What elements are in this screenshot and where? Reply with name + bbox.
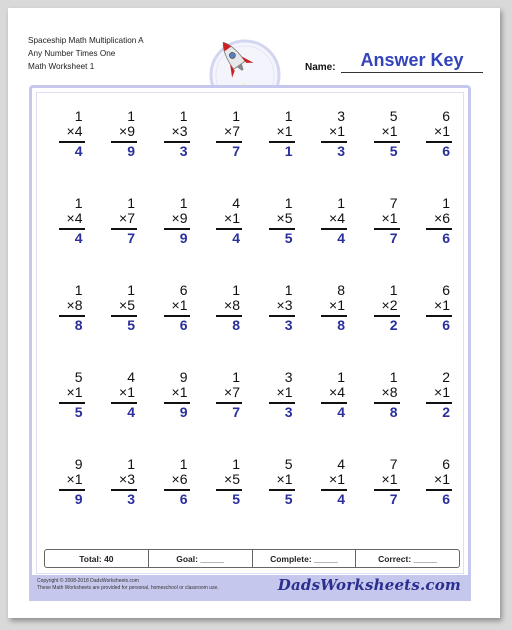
complete-cell: Complete: _____ [253,550,357,567]
problem-top-number: 6 [442,456,450,472]
problem-answer: 7 [389,491,398,507]
problem-top-number: 1 [127,282,135,298]
problem-row [40,195,460,282]
problem-answer: 6 [442,143,450,159]
problem-top-number: 1 [232,282,240,298]
multiplication-problem [250,282,303,369]
multiplication-problem [303,282,356,369]
problem-top-number: 1 [337,369,345,385]
problem-multiplier: ×1 [119,384,135,400]
problem-answer: 9 [179,230,188,246]
problem-top-number: 5 [74,369,83,385]
problem-multiplier: ×1 [224,210,240,226]
problem-multiplier: ×1 [434,123,450,139]
problem-answer: 5 [74,404,83,420]
problem-multiplier: ×1 [329,297,345,313]
problem-answer: 3 [127,491,135,507]
problem-answer: 9 [74,491,83,507]
problem-multiplier: ×1 [434,384,450,400]
multiplication-problem [93,282,146,369]
usage-line: These Math Worksheets are provided for personal, homeschool or classroom use. [37,585,219,591]
worksheet-title: Spaceship Math Multiplication A [28,36,144,45]
problem-top-number: 1 [179,195,188,211]
problem-multiplier: ×4 [66,210,83,226]
multiplication-problem [355,282,408,369]
problem-answer: 8 [74,317,83,333]
copyright-line: Copyright © 2008-2018 DadsWorksheets.com [37,578,139,584]
worksheet-header [28,34,144,73]
multiplication-problem [198,456,251,543]
problem-top-number: 1 [232,456,240,472]
problem-answer: 6 [179,317,188,333]
problem-top-number: 1 [74,108,83,124]
problem-multiplier: ×1 [381,210,398,226]
problem-multiplier: ×7 [119,210,135,226]
problem-multiplier: ×7 [224,123,240,139]
multiplication-problem [145,282,198,369]
problem-top-number: 1 [74,195,83,211]
problem-top-number: 1 [337,195,345,211]
problem-answer: 6 [179,491,188,507]
problem-answer: 5 [284,491,293,507]
multiplication-problem [408,456,461,543]
problem-answer: 4 [232,230,240,246]
problem-row [40,369,460,456]
problem-multiplier: ×5 [276,210,293,226]
problem-answer: 5 [232,491,240,507]
problem-answer: 8 [337,317,345,333]
multiplication-problem [250,108,303,195]
problem-top-number: 4 [337,456,345,472]
problem-top-number: 7 [389,456,398,472]
multiplication-problem [355,456,408,543]
multiplication-problem [145,108,198,195]
problem-top-number: 6 [442,282,450,298]
footer-strip [29,575,471,601]
multiplication-problem [40,456,93,543]
problem-top-number: 6 [442,108,450,124]
problem-top-number: 1 [284,195,293,211]
problem-answer: 6 [442,230,450,246]
problem-top-number: 3 [284,369,293,385]
problem-multiplier: ×1 [276,471,293,487]
problem-multiplier: ×9 [119,123,135,139]
problem-answer: 7 [232,404,240,420]
problem-top-number: 9 [179,369,188,385]
problem-top-number: 5 [284,456,293,472]
problem-top-number: 4 [232,195,240,211]
multiplication-problem [145,456,198,543]
problem-top-number: 1 [389,282,398,298]
goal-cell: Goal: _____ [149,550,253,567]
problem-top-number: 2 [442,369,450,385]
problem-answer: 5 [389,143,398,159]
problem-top-number: 1 [284,282,293,298]
problem-answer: 3 [284,404,293,420]
multiplication-problem [250,195,303,282]
problems-grid [40,108,460,543]
name-field [305,50,485,74]
problem-answer: 4 [337,230,345,246]
problem-top-number: 9 [74,456,83,472]
problem-multiplier: ×4 [329,384,345,400]
multiplication-problem [250,369,303,456]
problem-top-number: 5 [389,108,398,124]
multiplication-problem [93,195,146,282]
problem-multiplier: ×6 [171,471,188,487]
answer-key-title: Answer Key [341,50,483,73]
problem-top-number: 1 [127,456,135,472]
problem-multiplier: ×2 [381,297,398,313]
multiplication-problem [145,195,198,282]
problem-top-number: 1 [389,369,398,385]
multiplication-problem [40,282,93,369]
problem-multiplier: ×1 [171,297,188,313]
problem-answer: 4 [127,404,135,420]
problem-multiplier: ×1 [66,384,83,400]
problem-row [40,108,460,195]
multiplication-problem [355,108,408,195]
multiplication-problem [198,282,251,369]
problem-top-number: 8 [337,282,345,298]
problem-top-number: 1 [127,108,135,124]
problem-answer: 4 [74,230,83,246]
problem-answer: 5 [127,317,135,333]
multiplication-problem [40,369,93,456]
multiplication-problem [355,195,408,282]
multiplication-problem [303,195,356,282]
problem-multiplier: ×1 [329,471,345,487]
problem-multiplier: ×4 [66,123,83,139]
problem-multiplier: ×5 [119,297,135,313]
problem-multiplier: ×3 [276,297,293,313]
problem-multiplier: ×3 [119,471,135,487]
multiplication-problem [145,369,198,456]
problem-top-number: 1 [179,108,188,124]
problems-frame [29,85,471,581]
problem-multiplier: ×1 [434,297,450,313]
multiplication-problem [408,108,461,195]
problem-multiplier: ×6 [434,210,450,226]
problem-answer: 2 [389,317,398,333]
problem-answer: 7 [127,230,135,246]
problem-multiplier: ×1 [381,471,398,487]
problem-top-number: 1 [127,195,135,211]
problem-top-number: 7 [389,195,398,211]
problem-multiplier: ×8 [224,297,240,313]
problem-multiplier: ×5 [224,471,240,487]
problem-answer: 4 [337,491,345,507]
multiplication-problem [250,456,303,543]
problem-answer: 8 [389,404,398,420]
problem-answer: 9 [179,404,188,420]
problem-answer: 7 [232,143,240,159]
worksheet-number: Math Worksheet 1 [28,62,95,71]
problem-top-number: 3 [337,108,345,124]
correct-cell: Correct: _____ [378,553,438,564]
problem-multiplier: ×1 [66,471,83,487]
multiplication-problem [408,195,461,282]
problem-answer: 6 [442,317,450,333]
problem-top-number: 1 [232,369,240,385]
problem-answer: 7 [389,230,398,246]
problem-top-number: 1 [74,282,83,298]
problem-multiplier: ×3 [171,123,188,139]
problem-multiplier: ×1 [381,123,398,139]
problem-row [40,456,460,543]
problem-answer: 4 [74,143,83,159]
problem-multiplier: ×7 [224,384,240,400]
multiplication-problem [303,108,356,195]
multiplication-problem [93,456,146,543]
problem-answer: 1 [284,143,293,159]
multiplication-problem [355,369,408,456]
multiplication-problem [40,195,93,282]
multiplication-problem [198,369,251,456]
total-cell: Total: 40 [45,550,149,567]
multiplication-problem [408,369,461,456]
name-label: Name: [305,62,336,73]
worksheet-subtitle: Any Number Times One [28,49,116,58]
problem-top-number: 1 [442,195,450,211]
multiplication-problem [198,108,251,195]
problem-top-number: 1 [179,456,188,472]
problem-answer: 3 [284,317,293,333]
multiplication-problem [198,195,251,282]
problem-multiplier: ×1 [276,123,293,139]
problem-answer: 6 [442,491,450,507]
multiplication-problem [40,108,93,195]
problem-multiplier: ×1 [276,384,293,400]
problem-top-number: 1 [284,108,293,124]
multiplication-problem [93,108,146,195]
problem-multiplier: ×9 [171,210,188,226]
problem-answer: 3 [337,143,345,159]
problem-multiplier: ×8 [381,384,398,400]
problem-multiplier: ×1 [329,123,345,139]
multiplication-problem [408,282,461,369]
problem-top-number: 4 [127,369,135,385]
problem-multiplier: ×8 [66,297,83,313]
copyright-text [37,578,219,592]
problem-answer: 2 [442,404,450,420]
problem-answer: 3 [179,143,188,159]
multiplication-problem [303,369,356,456]
problem-top-number: 1 [232,108,240,124]
problem-answer: 5 [284,230,293,246]
problem-answer: 9 [127,143,135,159]
multiplication-problem [303,456,356,543]
problem-multiplier: ×1 [434,471,450,487]
problem-answer: 8 [232,317,240,333]
problem-multiplier: ×1 [171,384,188,400]
problem-row [40,282,460,369]
multiplication-problem [93,369,146,456]
problem-multiplier: ×4 [329,210,345,226]
score-bar [44,549,460,568]
problem-top-number: 6 [179,282,188,298]
problem-answer: 4 [337,404,345,420]
brand-logo: DadsWorksheets.com [277,576,461,594]
